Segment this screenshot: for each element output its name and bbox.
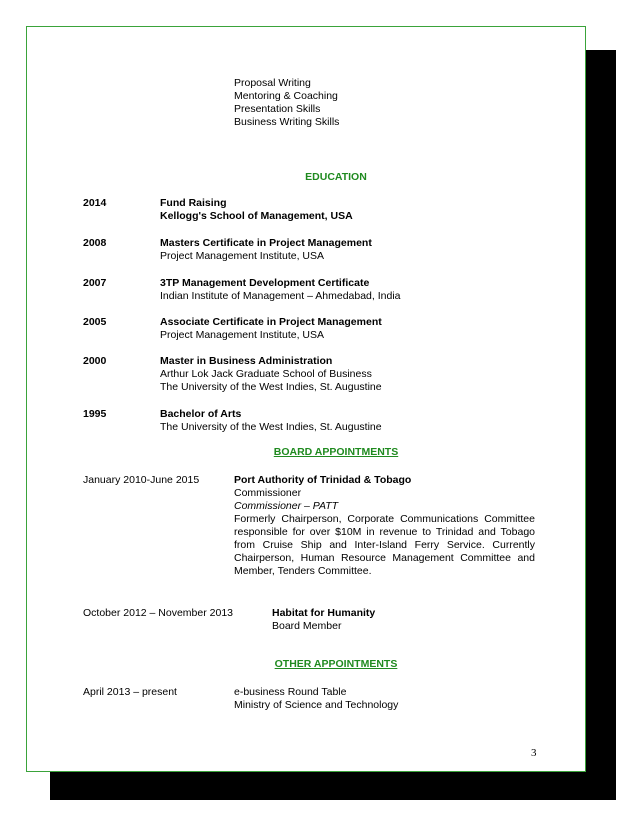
board-date: October 2012 – November 2013 xyxy=(83,607,234,619)
skills-list xyxy=(234,77,339,129)
edu-year: 1995 xyxy=(83,408,107,420)
edu-title: Master in Business Administration xyxy=(160,355,333,367)
edu-title: 3TP Management Development Certificate xyxy=(160,277,370,289)
board-heading: BOARD APPOINTMENTS xyxy=(273,446,399,458)
skill-item: Business Writing Skills xyxy=(234,116,340,128)
edu-institution: Project Management Institute, USA xyxy=(160,250,324,262)
edu-title: Fund Raising xyxy=(160,197,227,209)
edu-title: Masters Certificate in Project Management xyxy=(160,237,372,249)
edu-year: 2000 xyxy=(83,355,107,367)
edu-title: Bachelor of Arts xyxy=(160,408,242,420)
board-role: Board Member xyxy=(272,620,342,632)
page-number: 3 xyxy=(531,747,537,759)
skill-item: Proposal Writing xyxy=(234,77,311,89)
board-date: January 2010-June 2015 xyxy=(83,474,200,486)
other-role: Ministry of Science and Technology xyxy=(234,699,399,711)
edu-institution: Kellogg's School of Management, USA xyxy=(160,210,353,222)
skill-item: Mentoring & Coaching xyxy=(234,90,338,102)
other-org: e-business Round Table xyxy=(234,686,347,698)
board-description: Formerly Chairperson, Corporate Communications Committee responsible for over $10M in revenue to Trinidad and Tobago from Cruise Ship and Inter-Island Ferry Service. Currently Chairperson, Human Resource Management Committee and Member, Tenders Committee. xyxy=(234,513,535,577)
board-org: Habitat for Humanity xyxy=(272,607,376,619)
edu-year: 2014 xyxy=(83,197,107,209)
board-role: Commissioner xyxy=(234,487,302,499)
board-role-italic: Commissioner – PATT xyxy=(234,500,339,512)
other-date: April 2013 – present xyxy=(83,686,177,698)
edu-institution: Arthur Lok Jack Graduate School of Business xyxy=(160,368,372,380)
edu-title: Associate Certificate in Project Management xyxy=(160,316,382,328)
edu-institution: Indian Institute of Management – Ahmedabad, India xyxy=(160,290,401,302)
edu-institution: Project Management Institute, USA xyxy=(160,329,324,341)
edu-year: 2005 xyxy=(83,316,107,328)
edu-year: 2007 xyxy=(83,277,107,289)
education-heading: EDUCATION xyxy=(305,171,367,183)
skill-item: Presentation Skills xyxy=(234,103,321,115)
other-heading: OTHER APPOINTMENTS xyxy=(274,658,398,670)
resume-page xyxy=(26,26,586,772)
edu-institution: The University of the West Indies, St. Augustine xyxy=(160,421,382,433)
edu-year: 2008 xyxy=(83,237,107,249)
board-org: Port Authority of Trinidad & Tobago xyxy=(234,474,412,486)
edu-institution: The University of the West Indies, St. Augustine xyxy=(160,381,382,393)
